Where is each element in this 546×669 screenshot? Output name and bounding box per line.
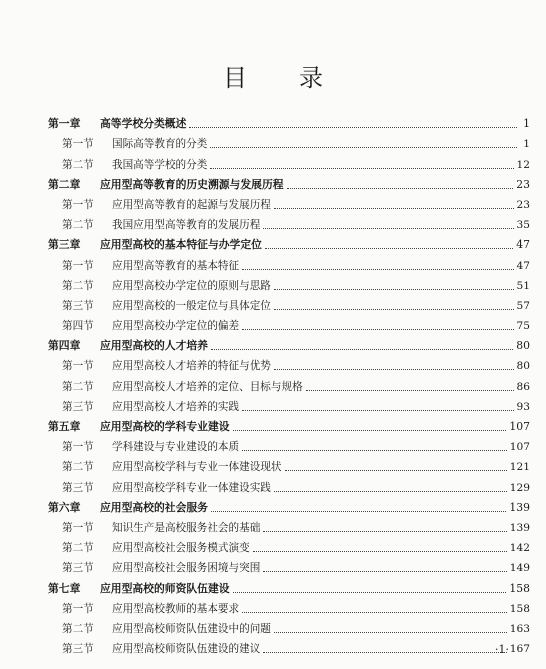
entry-label [62, 541, 250, 555]
dot-leader [233, 430, 507, 431]
entry-page: 23 [516, 177, 530, 191]
entry-label [62, 440, 239, 454]
entry-title: 应用型高校学科与专业一体建设现状 [112, 461, 282, 474]
entry-number: 第二节 [62, 461, 94, 474]
entry-label [62, 198, 271, 212]
entry-number: 第一章 [48, 117, 81, 131]
dot-leader [210, 147, 517, 148]
entry-number: 第一节 [62, 441, 94, 454]
entry-page: 139 [509, 500, 530, 514]
dot-leader [211, 511, 506, 512]
entry-page: 47 [516, 259, 530, 272]
entry-title: 应用型高校师资队伍建设的建议 [112, 643, 261, 656]
entry-page: 149 [509, 562, 530, 575]
entry-title: 应用型高校人才培养的实践 [112, 400, 240, 413]
entry-number: 第二节 [62, 219, 94, 232]
dot-leader [263, 652, 506, 653]
dot-leader [263, 531, 506, 532]
entry-title: 我国应用型高等教育的发展历程 [112, 219, 261, 232]
dot-leader [274, 491, 507, 492]
entry-title: 应用型高校人才培养的定位、目标与规格 [112, 380, 303, 393]
entry-page: 129 [509, 481, 530, 494]
entry-page: 158 [509, 581, 530, 595]
dot-leader [242, 329, 513, 330]
entry-number: 第五章 [48, 420, 81, 433]
entry-page: 80 [516, 360, 530, 373]
entry-label [48, 339, 208, 353]
entry-page: 51 [516, 279, 530, 292]
dot-leader [287, 188, 514, 189]
entry-title: 应用型高校的学科专业建设 [100, 420, 230, 433]
entry-title: 应用型高校社会服务模式演变 [112, 542, 250, 555]
entry-title: 应用型高校的基本特征与办学定位 [100, 238, 262, 252]
entry-page: 163 [509, 622, 530, 635]
dot-leader [274, 208, 514, 209]
entry-label [48, 582, 230, 596]
toc-section-entry[interactable] [48, 535, 530, 555]
entry-label [62, 158, 207, 172]
toc-section-entry[interactable] [48, 454, 530, 474]
dot-leader [210, 168, 513, 169]
toc-section-entry[interactable] [48, 434, 530, 454]
toc-section-entry[interactable] [48, 636, 530, 656]
entry-title: 应用型高校的社会服务 [100, 500, 208, 514]
entry-title: 应用型高校教师的基本要求 [112, 602, 240, 615]
entry-label [62, 561, 260, 575]
entry-page: 23 [516, 198, 530, 211]
entry-title: 知识生产是高校服务社会的基础 [112, 521, 261, 534]
dot-leader [253, 551, 507, 552]
entry-label [62, 481, 271, 495]
entry-title: 我国高等学校的分类 [112, 158, 208, 171]
toc-section-entry[interactable] [48, 474, 530, 494]
dot-leader [211, 349, 513, 350]
dot-leader [274, 289, 514, 290]
dot-leader [263, 571, 506, 572]
entry-page: 107 [509, 441, 530, 454]
entry-title: 应用型高校的师资队伍建设 [100, 581, 230, 595]
entry-label [62, 137, 207, 151]
entry-page: 57 [516, 299, 530, 312]
page-title [0, 58, 546, 93]
toc-section-entry[interactable] [48, 596, 530, 616]
entry-label [48, 238, 262, 252]
entry-title: 应用型高校师资队伍建设中的问题 [112, 622, 271, 635]
dot-leader [189, 127, 517, 128]
entry-page: 86 [516, 380, 530, 393]
entry-number: 第二章 [48, 177, 81, 191]
entry-page: 1 [523, 138, 530, 151]
entry-label [62, 460, 282, 474]
toc-section-entry[interactable] [48, 212, 530, 232]
entry-label [62, 319, 239, 333]
entry-page: 75 [516, 320, 530, 333]
toc-chapter-entry[interactable] [48, 232, 530, 252]
toc-section-entry[interactable] [48, 515, 530, 535]
entry-title: 应用型高校人才培养的特征与优势 [112, 360, 271, 373]
toc-chapter-entry[interactable] [48, 333, 530, 353]
toc-section-entry[interactable] [48, 273, 530, 293]
toc-section-entry[interactable] [48, 131, 530, 151]
entry-number: 第四节 [62, 320, 94, 333]
entry-label [62, 400, 239, 414]
entry-label [48, 420, 230, 434]
entry-number: 第二节 [62, 279, 94, 292]
dot-leader [306, 390, 514, 391]
entry-number: 第三节 [62, 400, 94, 413]
dot-leader [242, 269, 513, 270]
entry-page: 142 [509, 542, 530, 555]
dot-leader [274, 309, 514, 310]
entry-label [62, 521, 260, 535]
dot-leader [242, 410, 513, 411]
toc-section-entry[interactable] [48, 293, 530, 313]
entry-page: 1 [523, 117, 530, 131]
dot-leader [263, 228, 513, 229]
entry-title: 应用型高等教育的历史溯源与发展历程 [100, 177, 284, 191]
entry-title: 学科建设与专业建设的本质 [112, 441, 240, 454]
entry-title: 应用型高校办学定位的原则与思路 [112, 279, 271, 292]
entry-title: 应用型高校学科专业一体建设实践 [112, 481, 271, 494]
table-of-contents [48, 111, 530, 656]
toc-section-entry[interactable] [48, 151, 530, 171]
entry-label [62, 299, 271, 313]
entry-label [48, 501, 208, 515]
entry-title: 应用型高校社会服务困境与突围 [112, 562, 261, 575]
entry-page: 35 [516, 219, 530, 232]
page-number: ·1· [495, 643, 509, 656]
entry-page: 167 [509, 643, 530, 656]
entry-label [62, 602, 239, 616]
toc-section-entry[interactable] [48, 373, 530, 393]
toc-chapter-entry[interactable] [48, 495, 530, 515]
toc-chapter-entry[interactable] [48, 172, 530, 192]
entry-title: 应用型高等教育的起源与发展历程 [112, 198, 271, 211]
toc-section-entry[interactable] [48, 252, 530, 272]
toc-section-entry[interactable] [48, 616, 530, 636]
toc-section-entry[interactable] [48, 394, 530, 414]
dot-leader [285, 470, 507, 471]
entry-page: 47 [516, 238, 530, 252]
entry-page: 139 [509, 521, 530, 534]
entry-number: 第一节 [62, 259, 94, 272]
toc-chapter-entry[interactable] [48, 111, 530, 131]
dot-leader [242, 612, 507, 613]
entry-number: 第一节 [62, 198, 94, 211]
entry-label [62, 279, 271, 293]
entry-number: 第六章 [48, 500, 81, 514]
toc-section-entry[interactable] [48, 192, 530, 212]
entry-title: 国际高等教育的分类 [112, 138, 208, 151]
dot-leader [233, 592, 507, 593]
dot-leader [274, 632, 507, 633]
entry-label [62, 642, 260, 656]
entry-page: 93 [516, 400, 530, 413]
entry-page: 80 [516, 339, 530, 353]
toc-section-entry[interactable] [48, 555, 530, 575]
entry-label [48, 178, 284, 192]
entry-number: 第一节 [62, 360, 94, 373]
entry-number: 第一节 [62, 138, 94, 151]
entry-number: 第二节 [62, 158, 94, 171]
entry-number: 第三节 [62, 299, 94, 312]
entry-label [62, 359, 271, 373]
entry-label [62, 218, 260, 232]
entry-page: 107 [509, 420, 530, 433]
entry-title: 应用型高校的人才培养 [100, 339, 208, 353]
title-char: 录 [299, 64, 349, 92]
entry-number: 第四章 [48, 339, 81, 353]
entry-number: 第二节 [62, 622, 94, 635]
entry-page: 158 [509, 602, 530, 615]
entry-title: 高等学校分类概述 [100, 117, 187, 131]
dot-leader [274, 369, 514, 370]
entry-number: 第二节 [62, 380, 94, 393]
title-char: 目 [223, 64, 273, 92]
entry-page: 12 [516, 158, 530, 171]
toc-section-entry[interactable] [48, 313, 530, 333]
entry-number: 第三节 [62, 481, 94, 494]
entry-page: 121 [509, 461, 530, 474]
entry-label [62, 259, 239, 273]
entry-title: 应用型高等教育的基本特征 [112, 259, 240, 272]
entry-number: 第三节 [62, 643, 94, 656]
entry-title: 应用型高校办学定位的偏差 [112, 320, 240, 333]
dot-leader [242, 450, 507, 451]
entry-number: 第一节 [62, 521, 94, 534]
entry-number: 第三章 [48, 238, 81, 252]
toc-chapter-entry[interactable] [48, 575, 530, 595]
entry-number: 第二节 [62, 542, 94, 555]
toc-chapter-entry[interactable] [48, 414, 530, 434]
toc-section-entry[interactable] [48, 353, 530, 373]
entry-title: 应用型高校的一般定位与具体定位 [112, 299, 271, 312]
entry-number: 第七章 [48, 581, 81, 595]
entry-number: 第三节 [62, 562, 94, 575]
entry-label [48, 117, 186, 131]
entry-number: 第一节 [62, 602, 94, 615]
entry-label [62, 622, 271, 636]
entry-label [62, 380, 303, 394]
dot-leader [265, 248, 513, 249]
